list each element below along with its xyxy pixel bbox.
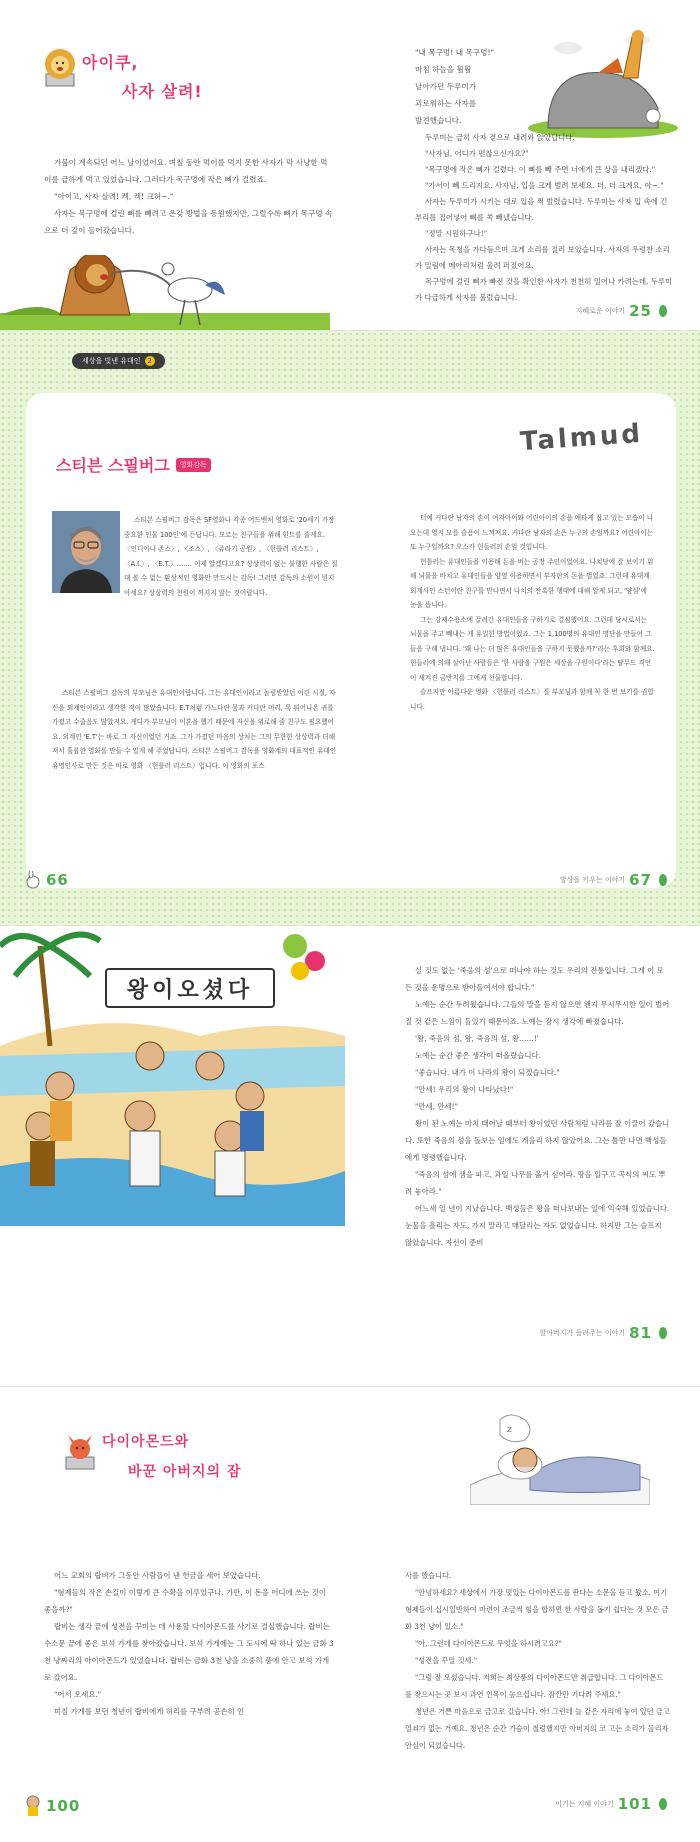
left-column-text-top	[124, 513, 339, 600]
spread-king-arrived	[0, 926, 700, 1386]
page-number: 81	[629, 1324, 652, 1342]
paragraph: "그럼 잘 오셨습니다. 저희는 최상품의 다이아몬드만 취급합니다. 그 다이아몬드를 찾으시는 곳 보시 과연 인목이 높으십니다. 잠깐만 기다려 주세요."	[405, 1673, 664, 1699]
paragraph: 노예는 순간 두려웠습니다. 그들의 말을 듣지 않으면 왠지 무시무시한 일이 벌어질 것 같은 느낌이 들었기 때문이죠. 노예는 잠시 생각에 빠졌습니다.	[405, 1000, 670, 1026]
paragraph: "사자님, 어디가 편찮으신가요?"	[425, 149, 529, 158]
footer-label: 할아버지가 들려주는 이야기	[539, 1329, 626, 1337]
paragraph: "성전을 꾸밀 것세."	[415, 1656, 478, 1665]
paragraph: "목구멍에 작은 뼈가 걸렸다. 이 뼈를 빼 주면 너에게 큰 상을 내리겠다."	[425, 165, 656, 174]
paragraph: 랍비는 생각 끝에 성전을 꾸미는 데 사용할 다이아몬드를 사기로 결심했습니다. 랍비는 수소문 끝에 좋은 보석 가게를 찾아갔습니다. 보석 가게에는 그 도시에 딱 하나 있는 금화 3천 냥짜리의 아이아몬드가 있었습니다. 랍비는 금화 3천 냥을 소중히 품에 안고 보석 가게로 갔어요.	[44, 1622, 334, 1682]
page-footer-right	[560, 871, 670, 889]
paragraph: 노예는 순간 좋은 생각이 떠올랐습니다.	[415, 1051, 541, 1060]
spread-spielberg	[0, 331, 700, 925]
page-number: 67	[629, 871, 652, 889]
page-number: 66	[46, 871, 69, 889]
paragraph: "안녕하세요? 세상에서 가장 멋있는 다이아몬드를 판다는 소문을 듣고 왔소. 여기 형제들이 십시일반하여 마련이 조금씩 힘을 합하면 한 사람을 돕기 쉽다는 것 모은 금화 3천 냥이 있소."	[405, 1588, 669, 1631]
left-column-text	[52, 686, 339, 773]
paragraph: 미칠 가게를 보던 청년이 랍비에게 허리를 구부려 공손히 인	[54, 1707, 245, 1716]
paragraph: "아, 그런데 다이아몬드로 무엇을 하시려고요?"	[415, 1639, 562, 1648]
right-page-text	[405, 962, 670, 1251]
title-line-2: 사자 살려!	[122, 82, 203, 101]
spread-diamond-and-sleep	[0, 1387, 700, 1842]
paragraph: '왕, 죽음의 섬, 왕, 죽음의 섬, 왕……!'	[415, 1034, 539, 1043]
left-page-text	[44, 154, 334, 239]
paragraph: "아이고, 사자 살려! 켁, 켁! 크허~."	[54, 192, 174, 201]
page-footer-right	[576, 302, 670, 320]
paragraph: 청년은 거쁜 마음으로 금고로 갔습니다. 아! 그런데 늘 같은 자리에 놓여 있던 금고 열쇠가 없는 거예요. 청년은 순간 가슴이 철렁했지만 아버지의 코 고는 소리가 들리자 안심이 되었습니다.	[405, 1707, 670, 1750]
character-icon	[24, 1795, 42, 1817]
page-footer-right	[540, 1324, 670, 1342]
story-title	[102, 1431, 241, 1481]
paragraph: 그는 강제수용소에 끌려간 유대인들을 구하기로 결심했어요. 그런데 당시로서는 뇌물을 주고 빼내는 게 유일한 방법이었죠. 그는 1,100명의 유대인 명단을 만들어 그들을 구해 냅니다. '왜 나는 더 많은 유대인들을 구하지 못했을까?'라는 후회와 함께요. 헌들러에 의해 살아난 사람들은 '한 사람을 구원은 세상을 구원이다'라는 탈무드 격언이 새겨진 금반지를 그에게 선물합니다.	[410, 615, 655, 682]
rock-animals-illustration	[528, 28, 678, 138]
paragraph: 스티븐 스필버그 감독의 부모님은 유대인이랍니다. 그는 유대인이라고 놀림받았던 어린 시절, 자신을 외계인이라고 생각한 적이 많았습니다. E.T처럼 가느다란 몸과 커다란 머리, 톡 튀어나온 귀를 가졌고 수줍음도 많았지요. 게다가 부모님이 이혼을 했기 때문에 자신을 위로해 줄 친구도 필요했어요. 외계인 'E.T'는 바로 그 자신이었던 거죠. 그가 가졌던 마음의 상처는 그의 무한한 상상력과 더해져서 훌륭한 영화를 만들 수 있게 해 주었답니다. 스티븐 스필버그 감독을 영화계의 대표적인 유대인 유명인사로 만든 것은 바로 영화 〈헌틀러 리스트〉입니다. 이 영화의 포스	[52, 689, 337, 770]
paragraph: 터에 커다란 남자의 손이 여자아이와 어린아이의 손을 애타게 잡고 있는 모습이 나오는데 영지 모를 슬픔이 느껴져요. 커다란 남자의 손은 누구의 손일까요? 어린아이는 또 누구일까요? 오스카 헌들러의 손일 것입니다.	[410, 514, 654, 551]
paragraph: 마침 하늘을 훨훨	[415, 65, 472, 74]
leaf-icon	[656, 304, 670, 318]
paragraph: 스티븐 스필버그 감독은 SF영화나 각종 어드벤처 영화로 '20세기 가장 중요한 인물 100인'에 든답니다. 모르는 친구들을 위해 힌트를 줄게요. 〈인디아나 존스〉, 〈조스〉, 〈쥬라기 공원〉, 〈헌틀러 리스트〉, 〈A.I.〉, 〈E.T.〉……. 이제 알겠다고요? 상상력이 없는 불행한 사람은 절대 볼 수 없는 환상적인 영화만 만드시는 감독! 그러면 감독의 소원이 뭔지 아세요? 상상력의 천원이 꺼지지 않는 것이랍니다.	[124, 516, 338, 597]
lion-badge-icon	[40, 44, 80, 88]
spread-lion-and-crane	[0, 0, 700, 330]
page-footer-left	[24, 1795, 80, 1817]
paragraph: "어서 오세요."	[54, 1690, 102, 1699]
footer-label: 이기는 지혜 이야기	[555, 1800, 614, 1808]
paragraph: "정말 시원하구나!"	[425, 229, 488, 238]
paragraph: "만세! 우리의 왕이 나타났다!"	[415, 1085, 514, 1094]
paragraph: "죽음의 섬에 샘을 파고, 과일 나무를 옮겨 심어라. 땅을 일구고 곡식의 씨도 뿌려 놓아라."	[405, 1170, 666, 1196]
title-line-1: 다이아몬드와	[102, 1434, 190, 1450]
left-page-text	[44, 1567, 334, 1720]
talmud-logo: Talmud	[519, 418, 644, 458]
paragraph: 사자는 목구멍에 걸린 뼈를 빼려고 온갖 방법을 동원했지만, 그럴수록 뼈가 목구멍 속으로 더 깊이 들어갔습니다.	[44, 209, 333, 235]
rabbit-icon	[24, 871, 42, 889]
page-footer-right	[555, 1795, 670, 1813]
fox-badge-icon	[62, 1427, 98, 1471]
page-number: 100	[46, 1797, 81, 1815]
paragraph: 발견했습니다.	[415, 116, 462, 125]
right-page-text	[405, 1567, 670, 1754]
footer-label: 지혜로운 이야기	[575, 307, 626, 315]
paragraph: 가뭄이 계속되던 어느 날이었어요. 며칠 동안 먹이를 먹지 못한 사자가 막 사냥한 먹이를 급하게 먹고 있었습니다. 그러다가 목구멍에 작은 뼈가 걸렸죠.	[44, 158, 328, 184]
sleeping-father-illustration	[470, 1405, 650, 1505]
leaf-icon	[656, 1797, 670, 1811]
banner	[105, 968, 275, 1008]
title-text: 스티븐 스필버그	[56, 456, 170, 475]
leaf-icon	[656, 873, 670, 887]
paragraph: "형제들의 작은 손길이 이렇게 큰 수확을 이루었구나. 가만, 이 돈을 어디에 쓰는 것이 좋을까?"	[44, 1588, 326, 1614]
right-page-text	[415, 130, 675, 306]
footer-label: 발상을 키우는 이야기	[559, 876, 626, 884]
badge-label: 세상을 빛낸 유대인	[82, 357, 141, 365]
article-title	[56, 453, 211, 476]
page-number: 101	[617, 1795, 652, 1813]
paragraph: 사를 했습니다.	[405, 1571, 452, 1580]
page-footer-left	[24, 871, 69, 889]
page-number: 25	[629, 302, 652, 320]
right-page-top-text	[415, 44, 525, 129]
paragraph: "좋습니다. 내가 이 나라의 왕이 되겠습니다."	[415, 1068, 560, 1077]
paragraph: 날아가던 두루미가	[415, 82, 477, 91]
leaf-icon	[656, 1326, 670, 1340]
paragraph: 헌틀러는 유대인들을 이용해 돈을 버는 공장 주인이었어요. 나치당에 잘 보이기 위해 뇌물을 바치고 유대인들을 양옆 이용하면서 부자판의 돈을 벌었죠. 그런데 유대계 회계사인 스턴이란 친구를 만나면서 나치의 잔혹한 행태에 대해 알게 되고, '양심'에 눈을 뜹니다.	[410, 557, 654, 609]
paragraph: 두루미는 급히 사자 곁으로 내려와 앉았답니다.	[425, 133, 575, 142]
title-tag: 영화감독	[176, 458, 211, 472]
paragraph: 실 것도 없는 '죽음의 섬'으로 떠나야 하는 것도 우리의 전통입니다. 그게 이 모든 것을 운명으로 받아들여서야 합니다."	[405, 966, 664, 992]
badge-number: 2	[145, 356, 155, 366]
lion-crane-illustration	[0, 255, 330, 330]
paragraph: 사자는 목청을 가다듬으며 크게 소리를 질러 보았습니다. 사자의 우렁찬 소리가 밀림에 메아리처럼 울려 퍼졌어요.	[415, 245, 670, 270]
title-line-2: 바꾼 아버지의 잠	[128, 1464, 242, 1480]
banner-text: 왕이오셨다	[126, 977, 254, 1003]
paragraph: 괴로워하는 사자를	[415, 99, 477, 108]
paragraph: "내 목구멍! 내 목구멍!"	[415, 48, 495, 57]
title-line-1: 아이쿠,	[82, 53, 139, 72]
paragraph: "가서이 빼 드리지요. 사자님, 입을 크게 벌려 보세요. 더, 더 크게요, 아~."	[425, 181, 664, 190]
paragraph: "만세, 만세!"	[415, 1102, 459, 1111]
paragraph: 목구멍에 걸린 뼈가 빠진 것을 확인한 사자가 천천히 일어나 카려는데, 두루미가 다급하게 사자를 불렀습니다.	[415, 277, 673, 302]
paragraph: 슬프지만 아름다운 영화 〈헌틀러 리스트〉를 부모님과 함께 꼭 한 번 보기를 권합니다.	[410, 688, 654, 711]
series-badge	[72, 353, 165, 369]
paragraph: 어느 교회의 랍비가 그동안 사람들이 낸 헌금을 세어 보았습니다.	[54, 1571, 261, 1580]
paragraph: 어느새 일 년이 지났습니다. 백성들은 왕을 떠나보내는 일에 익숙해 있었습니다. 눈물을 흘리는 자도, 가지 말라고 매달리는 자도 없었습니다. 하지만 그는 슬프지 않았습니다. 자신이 준비	[405, 1204, 670, 1247]
paragraph: 왕이 된 노예는 마치 태어날 때부터 왕이었던 사람처럼 나라를 잘 이끌어 갔습니다. 또한 죽음의 섬을 돌보는 일에도 게을리 하지 않았어요. 그는 틈만 나면 백성들에게 명령했습니다.	[405, 1119, 670, 1162]
spielberg-portrait	[52, 511, 120, 593]
svg-text:z: z	[507, 1425, 512, 1435]
story-title	[82, 50, 203, 102]
paragraph: 사자는 두루미가 시키는 대로 입을 쩍 벌렸습니다. 두루미는 사자 입 속에 긴 부리를 집어넣어 뼈를 쏙 빼냈습니다.	[415, 197, 668, 222]
right-column-text	[410, 511, 655, 714]
